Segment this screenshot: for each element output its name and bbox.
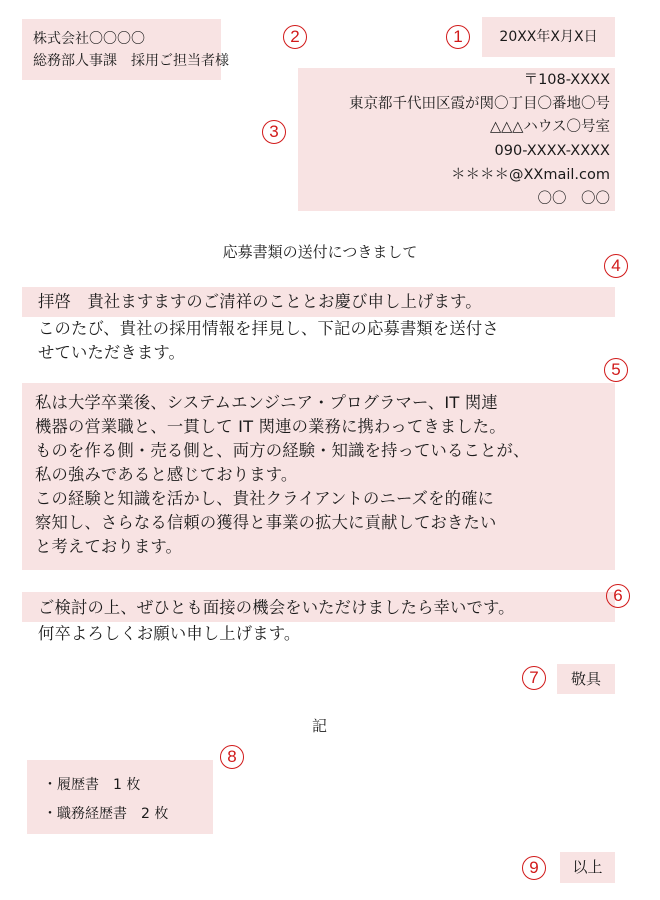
- recipient-block: [22, 19, 229, 80]
- self-pr-line: この経験と知識を活かし、貴社クライアントのニーズを的確に: [35, 489, 495, 508]
- letter-subject: 応募書類の送付につきまして: [222, 243, 418, 261]
- intro-line: このたび、貴社の採用情報を拝見し、下記の応募書類を送付さ: [38, 319, 499, 338]
- enclosure-item-work-history: ・職務経歴書 2 枚: [43, 806, 169, 822]
- recipient-department: 総務部人事課 採用ご担当者様: [33, 53, 229, 69]
- sender-block: [298, 68, 615, 211]
- marker-7-icon: 7: [522, 666, 546, 690]
- self-pr-line: 機器の営業職と、一貫して IT 関連の業務に携わってきました。: [35, 417, 506, 436]
- sender-name: 〇〇 〇〇: [537, 190, 610, 207]
- greeting-line: 拝啓 貴社ますますのご清祥のこととお慶び申し上げます。: [38, 292, 482, 311]
- marker-5-icon: 5: [604, 358, 628, 382]
- ki-heading: 記: [312, 717, 328, 735]
- closing-regards: 何卒よろしくお願い申し上げます。: [38, 624, 301, 643]
- marker-6-icon: 6: [606, 584, 630, 608]
- letter-date: 20XX年X月X日: [499, 29, 598, 45]
- ending-mark: 以上: [560, 852, 615, 883]
- self-pr-line: 私は大学卒業後、システムエンジニア・プログラマー、IT 関連: [35, 393, 498, 412]
- marker-4-icon: 4: [604, 254, 628, 278]
- marker-9-icon: 9: [522, 856, 546, 880]
- enclosure-list: [27, 760, 213, 834]
- closing-request: ご検討の上、ぜひとも面接の機会をいただけましたら幸いです。: [38, 598, 515, 617]
- marker-8-icon: 8: [220, 745, 244, 769]
- marker-3-icon: 3: [262, 120, 286, 144]
- complimentary-close: 敬具: [557, 664, 615, 694]
- marker-1-icon: 1: [446, 25, 470, 49]
- sender-email: ＊＊＊＊@XXmail.com: [450, 166, 610, 183]
- self-pr-paragraph: [35, 391, 529, 559]
- intro-paragraph: [38, 317, 499, 365]
- self-pr-line: 察知し、さらなる信頼の獲得と事業の拡大に貢献しておきたい: [35, 513, 497, 532]
- sender-phone: 090-XXXX-XXXX: [494, 143, 610, 160]
- sender-address-line1: 東京都千代田区霞が関〇丁目〇番地〇号: [349, 95, 610, 112]
- self-pr-line: 私の強みであると感じております。: [35, 465, 298, 484]
- intro-line: せていただきます。: [38, 343, 186, 362]
- enclosure-item-resume: ・履歴書 1 枚: [43, 777, 141, 793]
- recipient-company: 株式会社〇〇〇〇: [33, 31, 145, 47]
- sender-address-line2: △△△ハウス〇号室: [489, 119, 610, 136]
- marker-2-icon: 2: [283, 25, 307, 49]
- sender-postal-code: 〒108-XXXX: [523, 72, 610, 88]
- self-pr-line: ものを作る側・売る側と、両方の経験・知識を持っていることが、: [35, 441, 530, 460]
- self-pr-line: と考えております。: [35, 537, 183, 556]
- date-block: [482, 17, 615, 57]
